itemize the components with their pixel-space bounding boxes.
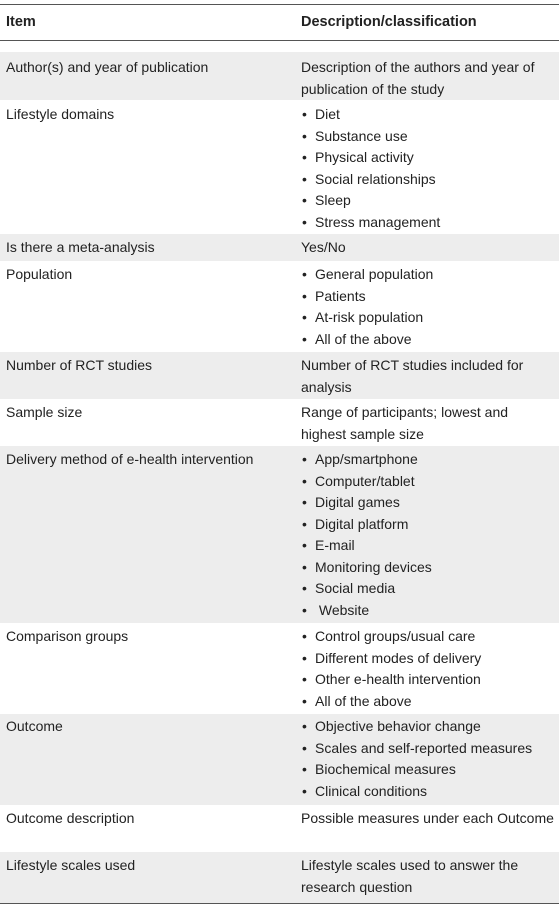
header-description: Description/classification (301, 14, 477, 30)
list-item: • Objective behavior change (301, 716, 557, 738)
item-cell: Lifestyle domains (6, 106, 115, 122)
list-item: • Scales and self-reported measures (301, 738, 557, 760)
list-item: • Diet (301, 104, 557, 126)
list-item: • Social media (301, 578, 557, 600)
list-item: • All of the above (301, 691, 557, 713)
table-row (0, 446, 559, 623)
bullet-list (301, 104, 557, 233)
table-row (0, 399, 559, 446)
bullet-list (301, 449, 557, 621)
list-item: • All of the above (301, 329, 557, 351)
table-row (0, 852, 559, 903)
list-item: • Physical activity (301, 147, 557, 169)
table-row (0, 623, 559, 714)
header-item: Item (6, 14, 36, 30)
list-item: • Digital platform (301, 514, 557, 536)
list-item: • E-mail (301, 535, 557, 557)
description-cell: Description of the authors and year of publication of the study (301, 59, 535, 97)
list-item: • Social relationships (301, 169, 557, 191)
list-item: • Computer/tablet (301, 471, 557, 493)
item-cell: Outcome (6, 718, 63, 734)
description-cell: Lifestyle scales used to answer the research question (301, 857, 519, 895)
list-item: • Stress management (301, 212, 557, 234)
list-item: • Monitoring devices (301, 557, 557, 579)
table-row (0, 100, 559, 234)
item-cell: Delivery method of e-health intervention (6, 451, 254, 467)
bullet-list (301, 626, 557, 712)
table-bottom-rule (0, 903, 559, 904)
item-cell: Number of RCT studies (6, 357, 153, 373)
list-item: • Control groups/usual care (301, 626, 557, 648)
list-item: • App/smartphone (301, 449, 557, 471)
list-item: • Substance use (301, 126, 557, 148)
description-cell: Range of participants; lowest and highest sample size (301, 404, 509, 442)
table-row (0, 52, 559, 100)
item-cell: Outcome description (6, 810, 135, 826)
item-cell: Population (6, 266, 73, 282)
list-item: • Clinical conditions (301, 781, 557, 803)
item-cell: Sample size (6, 404, 83, 420)
bullet-list (301, 264, 557, 350)
list-item: • At-risk population (301, 307, 557, 329)
list-item: • Patients (301, 286, 557, 308)
item-cell: Is there a meta-analysis (6, 239, 155, 255)
description-cell: Possible measures under each Outcome (301, 810, 554, 826)
list-item: • General population (301, 264, 557, 286)
list-item: • Sleep (301, 190, 557, 212)
description-cell: Yes/No (301, 239, 346, 255)
table-row (0, 352, 559, 399)
item-cell: Lifestyle scales used (6, 857, 136, 873)
bullet-list (301, 716, 557, 802)
table-header-row (0, 6, 559, 40)
description-cell: Number of RCT studies included for analysis (301, 357, 524, 395)
list-item: • Other e-health intervention (301, 669, 557, 691)
list-item: • Website (301, 600, 557, 622)
table-top-rule (0, 4, 559, 5)
table-row (0, 714, 559, 805)
list-item: • Digital games (301, 492, 557, 514)
table-row (0, 805, 559, 852)
table-header-rule (0, 40, 559, 41)
list-item: • Different modes of delivery (301, 648, 557, 670)
table-row (0, 261, 559, 352)
list-item: • Biochemical measures (301, 759, 557, 781)
item-cell: Author(s) and year of publication (6, 59, 209, 75)
table-row (0, 234, 559, 261)
item-cell: Comparison groups (6, 628, 129, 644)
